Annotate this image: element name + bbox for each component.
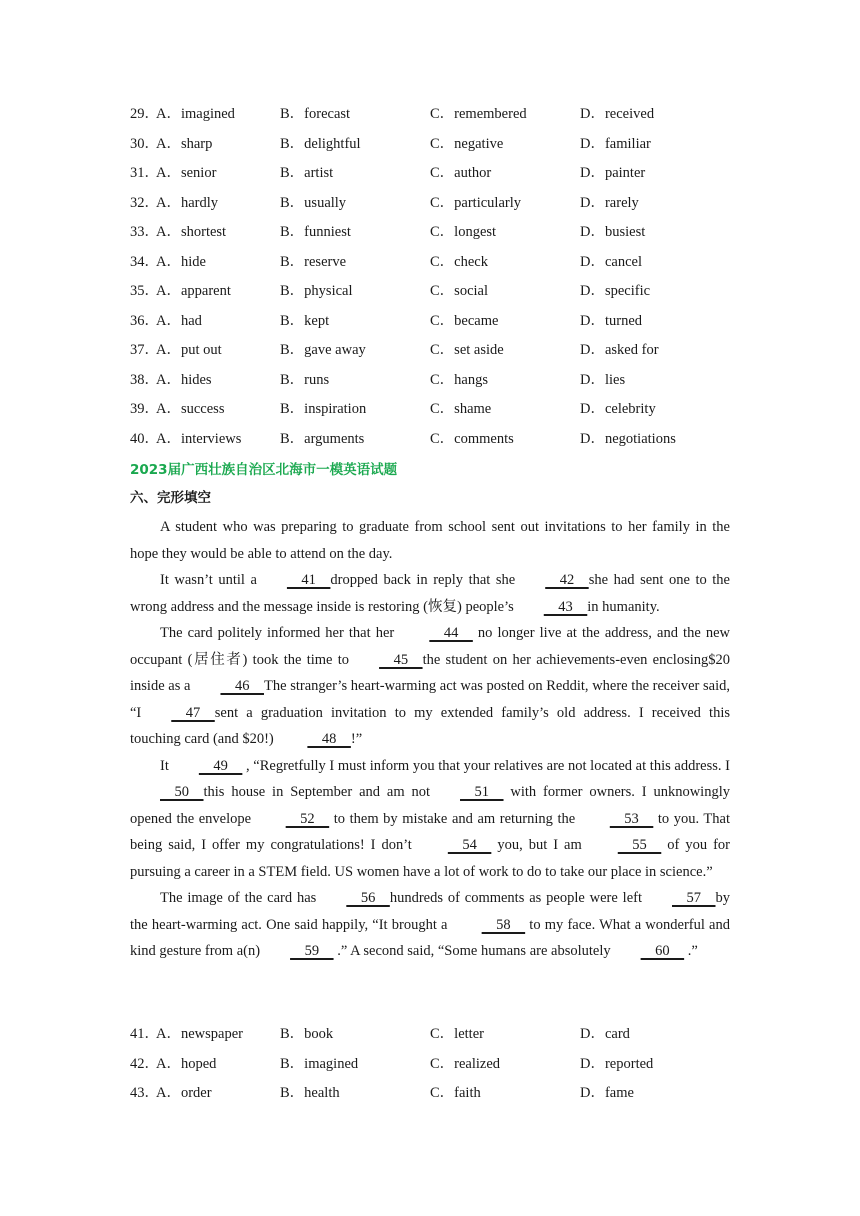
question-number: 29．	[130, 106, 159, 122]
option-a[interactable]: A．imagined	[156, 106, 235, 122]
option-c[interactable]: C．particularly	[430, 194, 522, 211]
option-a[interactable]: A．put out	[156, 342, 222, 358]
question-number: 41．	[130, 1026, 159, 1042]
question-number: 38．	[130, 371, 159, 388]
option-c[interactable]: C．social	[430, 283, 488, 299]
option-c[interactable]: C．comments	[430, 430, 514, 447]
option-c[interactable]: C．author	[430, 165, 492, 181]
option-c[interactable]: C．realized	[430, 1055, 501, 1072]
question-number: 36．	[130, 312, 159, 329]
blank-56[interactable]: 56	[346, 890, 390, 906]
option-a[interactable]: A．hardly	[156, 194, 219, 211]
blank-58[interactable]: 58	[481, 916, 526, 933]
question-number: 34．	[130, 253, 159, 270]
option-d[interactable]: D．reported	[580, 1055, 654, 1072]
option-c[interactable]: C．check	[430, 253, 488, 270]
option-d[interactable]: D．busiest	[580, 224, 646, 240]
option-d[interactable]: D．fame	[580, 1085, 634, 1101]
question-number: 33．	[130, 224, 159, 240]
option-b[interactable]: B．forecast	[280, 106, 351, 122]
paragraph-2: It wasn’t until a 41 dropped back in reply that she 42 she had sent one to the wrong address and the message inside is restoring (恢复) people’s 43 in humanity.	[130, 567, 730, 620]
paragraph-4: It 49 , “Regretfully I must inform you that your relatives are not located at this address. I 50 this house in September and am not 51 with former owners. I unknowingly opened the envelope 52 to them by mistake and am returning the 53 to you. That being said, I offer my congratulations! I don’t 54 you, but I am 55 of you for pursuing a career in a STEM field. US women have a lot of work to do to take our place in science.”	[130, 753, 730, 886]
blank-42[interactable]: 42	[545, 572, 589, 588]
option-a[interactable]: A．shortest	[156, 224, 227, 240]
option-b[interactable]: B．book	[280, 1026, 334, 1042]
section-title: 2023届广西壮族自治区北海市一模英语试题	[130, 462, 398, 478]
question-row	[130, 307, 750, 337]
question-row	[130, 248, 750, 278]
blank-52[interactable]: 52	[285, 810, 330, 827]
question-row	[130, 1079, 750, 1109]
option-c[interactable]: C．faith	[430, 1085, 481, 1101]
option-b[interactable]: B．reserve	[280, 253, 347, 270]
option-c[interactable]: C．negative	[430, 135, 504, 152]
blank-60[interactable]: 60	[640, 943, 685, 959]
paragraph-1: A student who was preparing to graduate from school sent out invitations to her family in the hope they would be able to attend on the day.	[130, 519, 730, 562]
question-number: 40．	[130, 430, 159, 447]
part-heading: 六、完形填空	[130, 490, 211, 506]
blank-48[interactable]: 48	[307, 731, 351, 747]
option-c[interactable]: C．letter	[430, 1026, 484, 1042]
option-c[interactable]: C．hangs	[430, 371, 488, 388]
option-c[interactable]: C．became	[430, 312, 499, 329]
blank-54[interactable]: 54	[447, 837, 492, 853]
option-b[interactable]: B．imagined	[280, 1055, 359, 1072]
option-b[interactable]: B．inspiration	[280, 401, 367, 417]
option-a[interactable]: A．hide	[156, 253, 206, 270]
option-a[interactable]: A．newspaper	[156, 1026, 243, 1042]
paragraph-5: The image of the card has 56 hundreds of comments as people were left 57 by the heart-warming act. One said happily, “It brought a 58 to my face. What a wonderful and kind gesture from a(n) 59 .” A second said, “Some humans are absolutely 60 .”	[130, 885, 730, 965]
blank-51[interactable]: 51	[460, 784, 504, 800]
option-d[interactable]: D．familiar	[580, 135, 651, 152]
question-row	[130, 1050, 750, 1080]
option-b[interactable]: B．arguments	[280, 430, 365, 447]
question-row	[130, 395, 750, 425]
option-b[interactable]: B．physical	[280, 283, 353, 299]
blank-55[interactable]: 55	[617, 837, 662, 853]
option-b[interactable]: B．funniest	[280, 224, 351, 240]
option-d[interactable]: D．rarely	[580, 194, 639, 211]
blank-50[interactable]: 50	[160, 784, 204, 800]
option-b[interactable]: B．delightful	[280, 135, 361, 152]
option-d[interactable]: D．card	[580, 1026, 630, 1042]
blank-46[interactable]: 46	[220, 678, 264, 694]
paragraph-3: The card politely informed her that her 44 no longer live at the address, and the new occupant (居住者) took the time to 45 the student on her achievements-even enclosing$20 inside as a 46 The stranger’s heart-warming act was posted on Reddit, where the receiver said, “I 47 sent a graduation invitation to my extended family’s old address. I received this touching card (and $20!) 48 !”	[130, 620, 730, 753]
option-d[interactable]: D．cancel	[580, 253, 642, 270]
option-a[interactable]: A．apparent	[156, 283, 231, 299]
blank-43[interactable]: 43	[543, 598, 588, 615]
question-row	[130, 366, 750, 396]
blank-57[interactable]: 57	[672, 890, 716, 906]
option-c[interactable]: C．remembered	[430, 106, 527, 122]
question-number: 35．	[130, 283, 159, 299]
option-a[interactable]: A．hoped	[156, 1055, 217, 1072]
option-a[interactable]: A．success	[156, 401, 225, 417]
question-row	[130, 277, 750, 307]
option-c[interactable]: C．set aside	[430, 342, 504, 358]
blank-53[interactable]: 53	[609, 810, 654, 827]
question-row	[130, 425, 750, 455]
question-number: 43．	[130, 1085, 159, 1101]
option-a[interactable]: A．order	[156, 1085, 212, 1101]
blank-47[interactable]: 47	[171, 704, 215, 721]
blank-41[interactable]: 41	[286, 572, 331, 588]
blank-49[interactable]: 49	[198, 757, 243, 774]
option-a[interactable]: A．had	[156, 312, 202, 329]
option-b[interactable]: B．usually	[280, 194, 347, 211]
option-b[interactable]: B．health	[280, 1085, 340, 1101]
option-a[interactable]: A．senior	[156, 165, 217, 181]
blank-59[interactable]: 59	[290, 943, 334, 959]
option-c[interactable]: C．shame	[430, 401, 492, 417]
question-row	[130, 130, 750, 160]
option-d[interactable]: D．turned	[580, 312, 643, 329]
blank-44[interactable]: 44	[429, 625, 473, 641]
option-d[interactable]: D．lies	[580, 371, 626, 388]
option-b[interactable]: B．gave away	[280, 342, 366, 358]
option-d[interactable]: D．celebrity	[580, 401, 656, 417]
answer-options-29-40	[130, 100, 750, 454]
question-number: 39．	[130, 401, 159, 417]
option-a[interactable]: A．interviews	[156, 430, 242, 447]
answer-options-41-43	[130, 1020, 750, 1109]
option-a[interactable]: A．sharp	[156, 135, 213, 152]
cloze-passage	[130, 514, 730, 965]
question-row	[130, 159, 750, 189]
question-row	[130, 189, 750, 219]
blank-45[interactable]: 45	[379, 651, 423, 668]
option-b[interactable]: B．kept	[280, 312, 330, 329]
option-d[interactable]: D．received	[580, 106, 655, 122]
option-a[interactable]: A．hides	[156, 371, 212, 388]
question-row	[130, 336, 750, 366]
question-row	[130, 100, 750, 130]
option-b[interactable]: B．artist	[280, 165, 334, 181]
question-number: 37．	[130, 342, 159, 358]
option-d[interactable]: D．painter	[580, 165, 646, 181]
question-number: 32．	[130, 194, 159, 211]
question-number: 31．	[130, 165, 159, 181]
question-number: 42．	[130, 1055, 159, 1072]
option-c[interactable]: C．longest	[430, 224, 497, 240]
question-row	[130, 218, 750, 248]
option-d[interactable]: D．specific	[580, 283, 651, 299]
question-number: 30．	[130, 135, 159, 152]
option-d[interactable]: D．negotiations	[580, 430, 676, 447]
option-b[interactable]: B．runs	[280, 371, 330, 388]
question-row	[130, 1020, 750, 1050]
option-d[interactable]: D．asked for	[580, 342, 659, 358]
